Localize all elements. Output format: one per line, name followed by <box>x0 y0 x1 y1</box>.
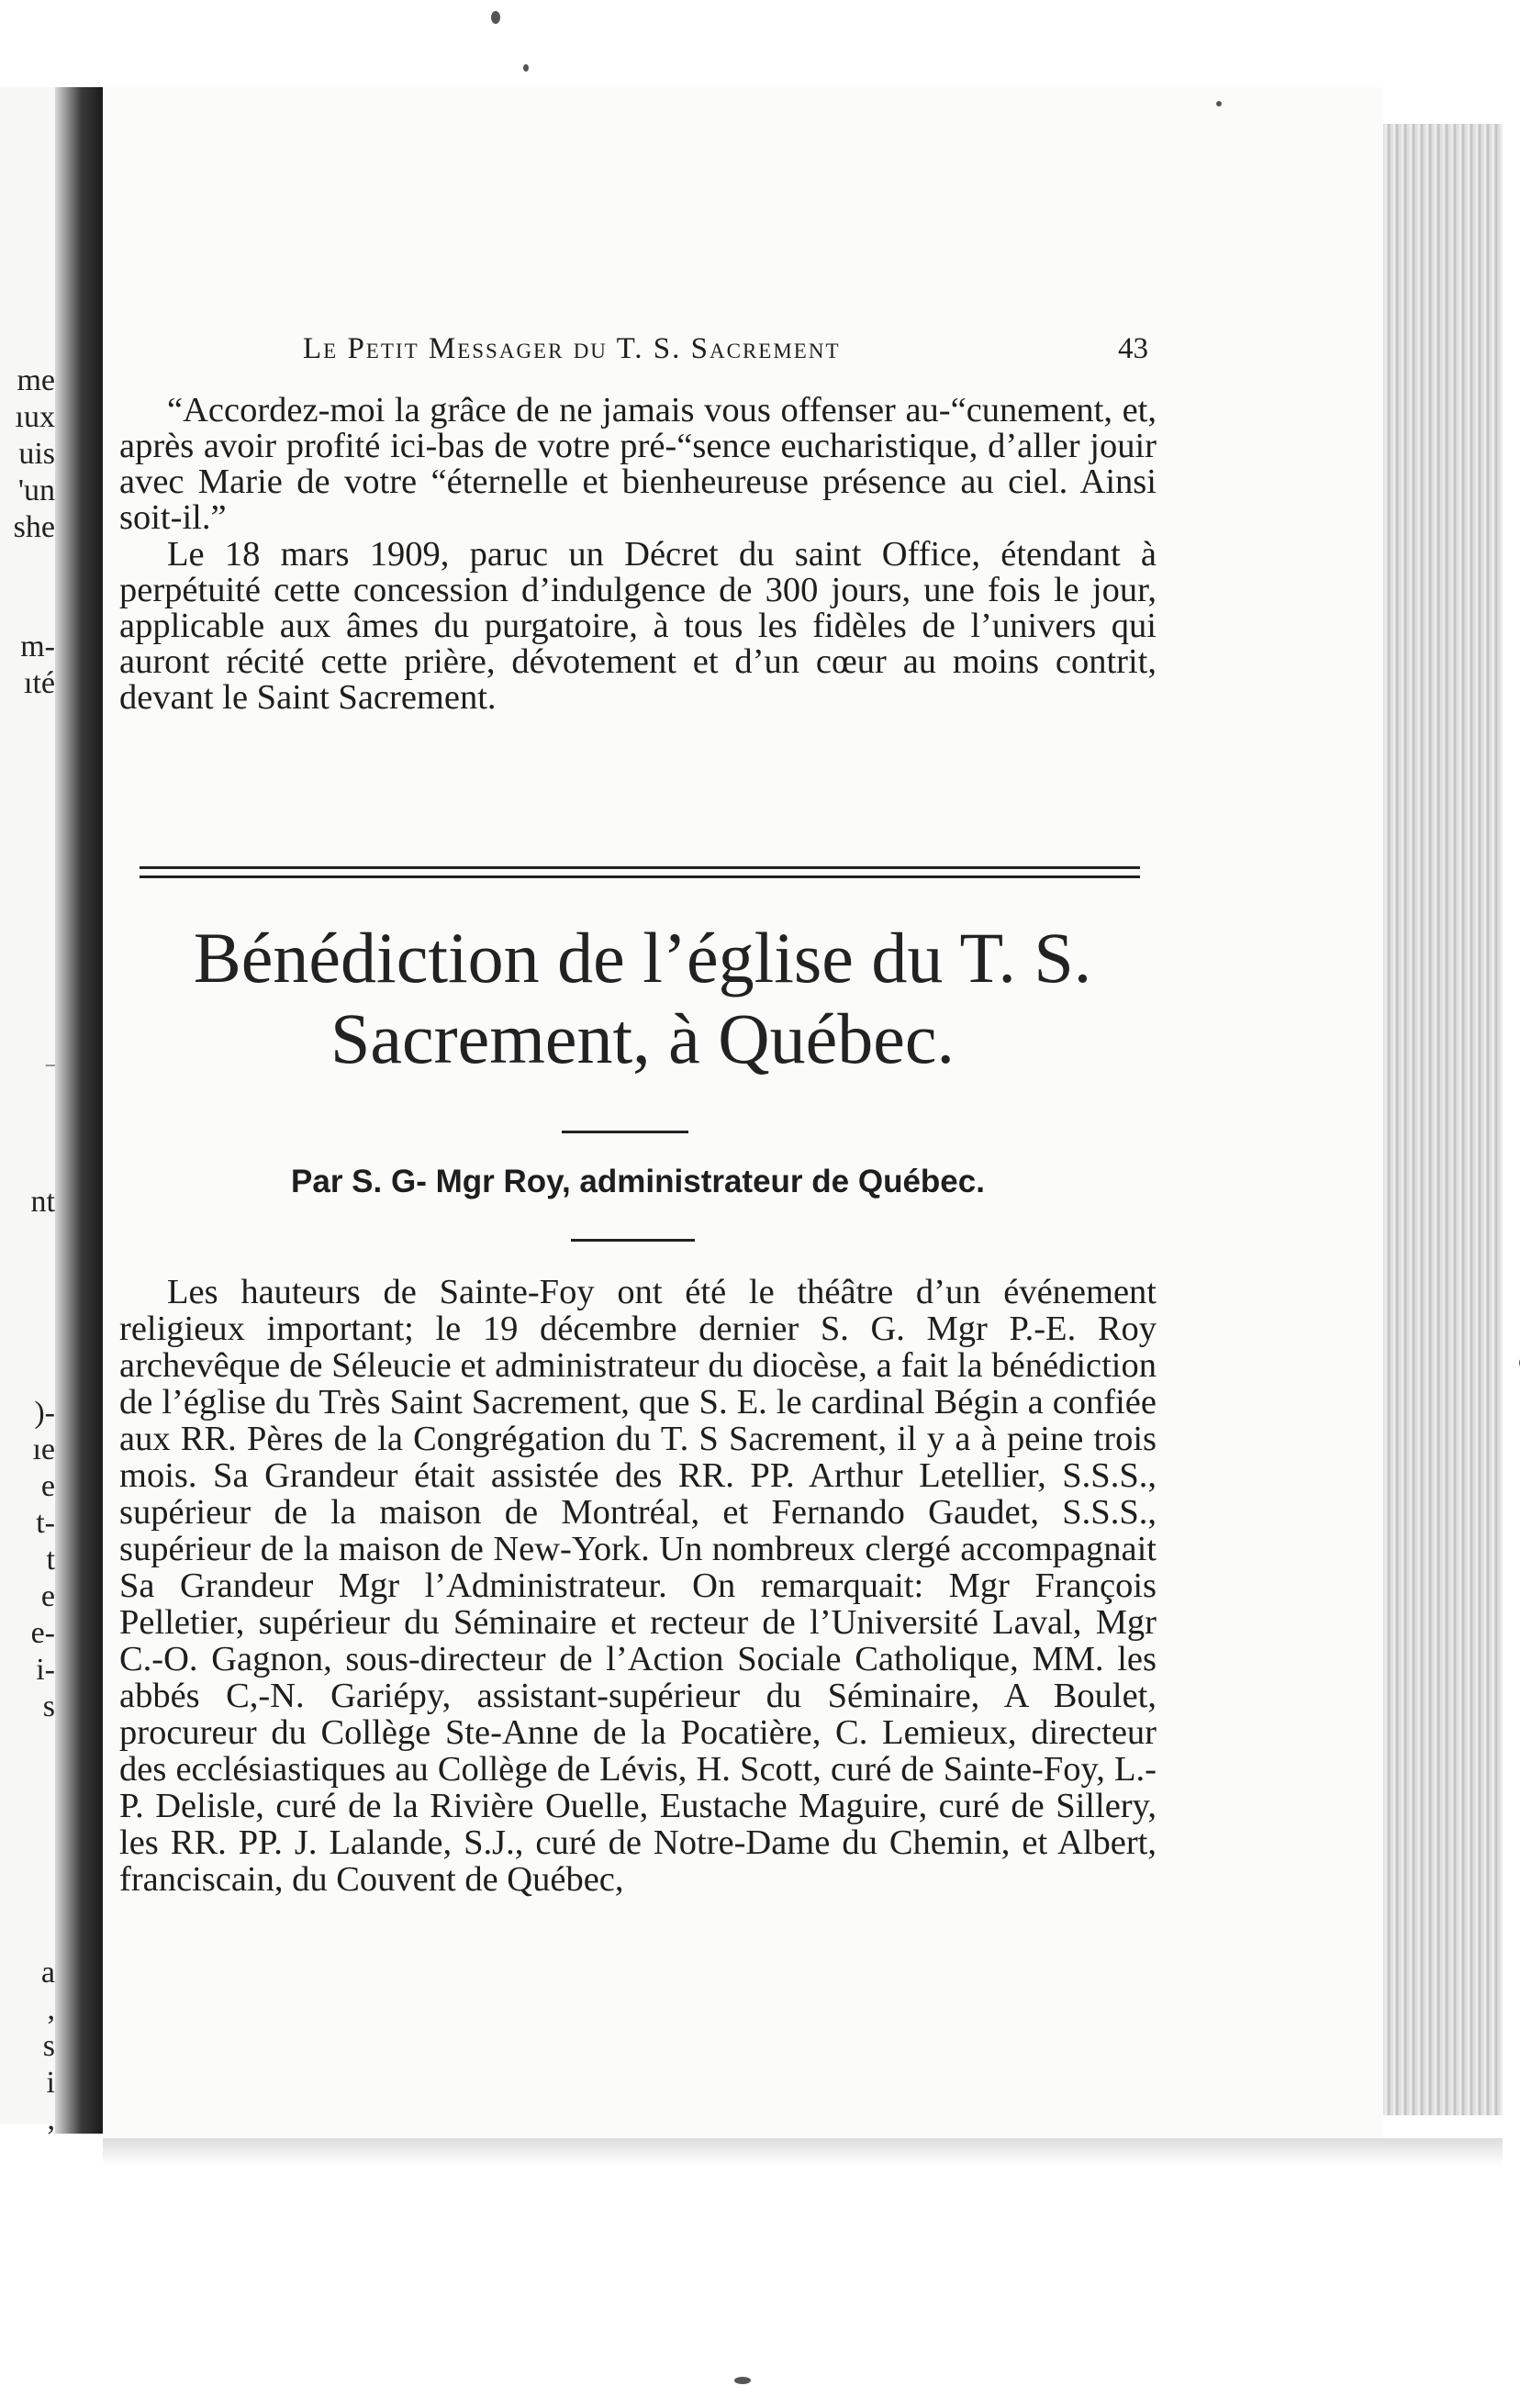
title-ornament-rule <box>562 1131 688 1133</box>
previous-page-fragment: , <box>47 2102 55 2136</box>
decree-paragraph: Le 18 mars 1909, paruc un Décret du saint Office, étendant à perpétuité cette concession d’indulgence de 300 jours, une fois le jour, applicable aux âmes du purgatoire, à tous les fidèles de l’univers qui auront récité cette prière, dévotement et d’un cœur au moins contrit, devant le Saint Sacrement. <box>119 535 1157 717</box>
article-body <box>119 1274 1157 1898</box>
byline-ornament-rule <box>571 1239 695 1242</box>
page-number: 43 <box>1118 332 1148 365</box>
previous-page-fragment: ¯ <box>46 1064 55 1084</box>
previous-page-fragment: e <box>40 1579 55 1613</box>
previous-page-fragment: 'un <box>17 474 55 507</box>
scan-speck <box>1216 101 1222 106</box>
scan-speck <box>734 2377 751 2384</box>
previous-page-fragment: e <box>40 1469 55 1503</box>
article-title-line: Bénédiction de l’église du T. S. <box>193 918 1092 998</box>
page-bottom-edge <box>103 2138 1503 2166</box>
previous-page-fragment: )- <box>34 1396 55 1430</box>
decree-block <box>119 537 1157 716</box>
prayer-block <box>119 393 1157 536</box>
previous-page-fragment: i <box>46 2066 55 2100</box>
previous-page-fragment: i- <box>36 1653 55 1687</box>
running-head: Le Petit Messager du T. S. Sacrement <box>303 332 841 365</box>
prayer-paragraph: “Accordez-moi la grâce de ne jamais vous offenser au-“cunement, et, après avoir profité ici-bas de votre pré-“sence eucharistique, d’aller jouir avec Marie de votre “éternelle et bienheureuse présence au ciel. Ainsi soit-il.” <box>119 391 1157 537</box>
article-paragraph: Les hauteurs de Sainte-Foy ont été le théâtre d’un événement religieux important; le 19 décembre dernier S. G. Mgr P.-E. Roy archevêque de Séleucie et administrateur du diocèse, a fait la bénédiction de l’église du Très Saint Sacrement, que S. E. le cardinal Bégin a confiée aux RR. Pères de la Congrégation du T. S Sacrement, il y a à peine trois mois. Sa Grandeur était assistée des RR. PP. Arthur Letellier, S.S.S., supérieur de la maison de Montréal, et Fernando Gaudet, S.S.S., supérieur de la maison de New-York. Un nombreux clergé accompagnait Sa Grandeur Mgr l’Administrateur. On remarquait: Mgr François Pelletier, supérieur du Séminaire et recteur de l’Université Laval, Mgr C.-O. Gagnon, sous-directeur de l’Action Sociale Catholique, MM. les abbés C,-N. Gariépy, assistant-supérieur du Séminaire, A Boulet, procureur du Collège Ste-Anne de la Pocatière, C. Lemieux, directeur des ecclésiastiques au Collège de Lévis, H. Scott, curé de Sainte-Foy, L.-P. Delisle, curé de la Rivière Ouelle, Eustache Maguire, curé de Sillery, les RR. PP. J. Lalande, S.J., curé de Notre-Dame du Chemin, et Albert, franciscain, du Couvent de Québec, <box>119 1273 1157 1899</box>
previous-page-fragment: ıe <box>32 1433 55 1466</box>
previous-page-fragment: e- <box>30 1616 55 1650</box>
previous-page-fragment: t <box>46 1543 55 1577</box>
previous-page-fragment: nt <box>30 1185 55 1219</box>
article-title-line: Sacrement, à Québec. <box>330 998 955 1078</box>
scan-speck <box>523 64 529 72</box>
previous-page-fragment: s <box>42 2029 55 2063</box>
section-divider-top <box>140 866 1140 869</box>
scan-speck <box>491 11 500 24</box>
section-divider-bottom <box>140 875 1140 878</box>
previous-page-fragment: , <box>47 1992 55 2026</box>
previous-page-fragment: ıté <box>24 666 55 700</box>
previous-page-fragment: t- <box>36 1506 55 1540</box>
previous-page-fragment: s <box>42 1689 55 1723</box>
previous-page-fragment: m- <box>20 630 55 663</box>
previous-page-fragment: a <box>40 1956 55 1990</box>
previous-page-fragment: ıux <box>15 400 55 434</box>
previous-page-fragment: uis <box>18 437 55 471</box>
article-byline: Par S. G- Mgr Roy, administrateur de Québec. <box>291 1164 985 1199</box>
previous-page-fragment: she <box>13 510 55 544</box>
page-stack-edge <box>1383 124 1503 2115</box>
previous-page-fragment: me <box>17 363 55 397</box>
article-title <box>110 918 1175 1079</box>
book-gutter <box>55 87 103 2134</box>
